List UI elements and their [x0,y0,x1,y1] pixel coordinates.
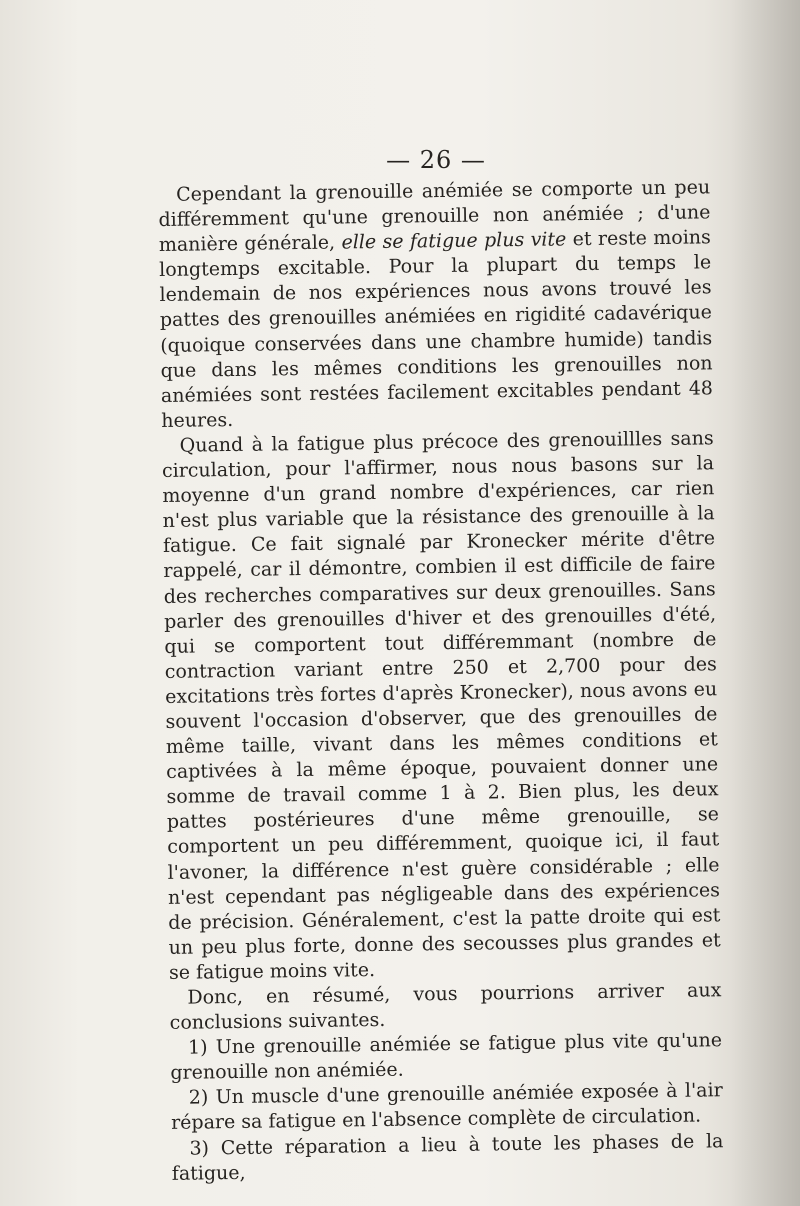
page-number: — 26 — [386,146,486,174]
paragraph-2: Quand à la fatigue plus précoce des grenouillles sans circulation, pour l'affirmer, nous nous basons sur la moyenne d'un grand nombre d'expériences, car rien n'est plus variable que la résistance des grenouille à la fatigue. Ce fait signalé par Kronecker mérite d'être rappelé, car il démontre, combien il est difficile de faire des recherches comparatives sur deux grenouilles. Sans parler des grenouilles d'hiver et des grenouilles d'été, qui se comportent tout différemmant (nombre de contraction variant entre 250 et 2,700 pour des excitations très fortes d'après Kronecker), nous avons eu souvent l'occasion d'observer, que des grenouilles de même taille, vivant dans les mêmes conditions et captivées à la même époque, pouvaient donner une somme de travail comme 1 à 2. Bien plus, les deux pattes postérieures d'une même grenouille, se comportent un peu différemment, quoique ici, il faut l'avoner, la différence n'est guère considérable ; elle n'est cependant pas négligeable dans des expériences de précision. Généralement, c'est la patte droite qui est un peu plus forte, donne des secousses plus grandes et se fatigue moins vite. [161,427,721,984]
paragraph-1-italic-phrase: elle se fatigue plus vite [341,228,567,254]
body-text [158,175,724,1186]
page-edge-shadow [730,0,800,1206]
conclusion-2: 2) Un muscle d'une grenouille anémiée exposée à l'air répare sa fatigue en l'absence complète de circulation. [170,1079,723,1135]
paragraph-1-end: et reste moins longtemps excitable. Pour la plupart du temps le lendemain de nos expériences nous avons trouvé les pattes des grenouilles anémiées en rigidité cadavérique (quoique conservées dans une chambre humide) tandis que dans les mêmes conditions les grenouilles non anémiées sont restées facilement excitables pendant 48 heures. [159,226,714,432]
paragraph-3: Donc, en résumé, vous pourrions arriver aux conclusions suivantes. [169,979,722,1035]
paragraph-1 [158,175,713,434]
conclusion-1: 1) Une grenouille anémiée se fatigue plus vite qu'une grenouille non anémiée. [170,1029,723,1085]
paragraph-1-start: Cependant la grenouille anémiée se comporte un peu différemment qu'une grenouille non anémiée ; d'une manière générale, [158,176,711,257]
conclusion-3: 3) Cette réparation a lieu à toute les phases de la fatigue, [171,1129,724,1185]
